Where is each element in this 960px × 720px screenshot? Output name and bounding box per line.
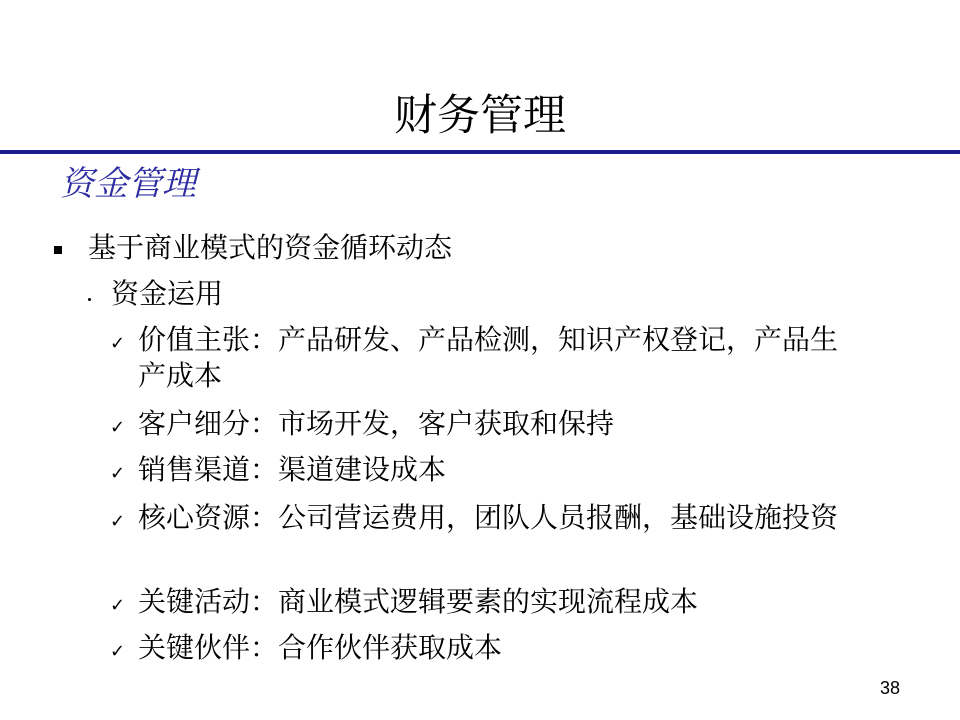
check-item-text: 销售渠道：渠道建设成本 — [138, 453, 447, 486]
title-divider — [0, 150, 960, 154]
check-item-text: 核心资源：公司营运费用，团队人员报酬，基础设施投资 — [138, 501, 839, 534]
check-icon: ✓ — [110, 595, 126, 616]
check-icon: ✓ — [110, 641, 126, 662]
check-item-text: 关键伙伴：合作伙伴获取成本 — [138, 631, 503, 664]
dot-bullet-icon — [88, 298, 91, 301]
check-icon: ✓ — [110, 417, 126, 438]
check-item-text: 价值主张：产品研发、产品检测，知识产权登记，产品生产成本 — [138, 323, 839, 392]
check-icon: ✓ — [110, 463, 126, 484]
slide-title: 财务管理 — [394, 91, 566, 141]
bullet-level2-text: 资金运用 — [111, 277, 224, 310]
check-item-text: 客户细分：市场开发，客户获取和保持 — [138, 407, 615, 440]
check-icon: ✓ — [110, 511, 126, 532]
page-number: 38 — [880, 678, 901, 698]
slide-subtitle: 资金管理 — [60, 164, 196, 204]
check-icon: ✓ — [110, 333, 126, 354]
square-bullet-icon — [54, 246, 62, 254]
bullet-level1-text: 基于商业模式的资金循环动态 — [88, 231, 453, 264]
check-item-text: 关键活动：商业模式逻辑要素的实现流程成本 — [138, 585, 699, 618]
